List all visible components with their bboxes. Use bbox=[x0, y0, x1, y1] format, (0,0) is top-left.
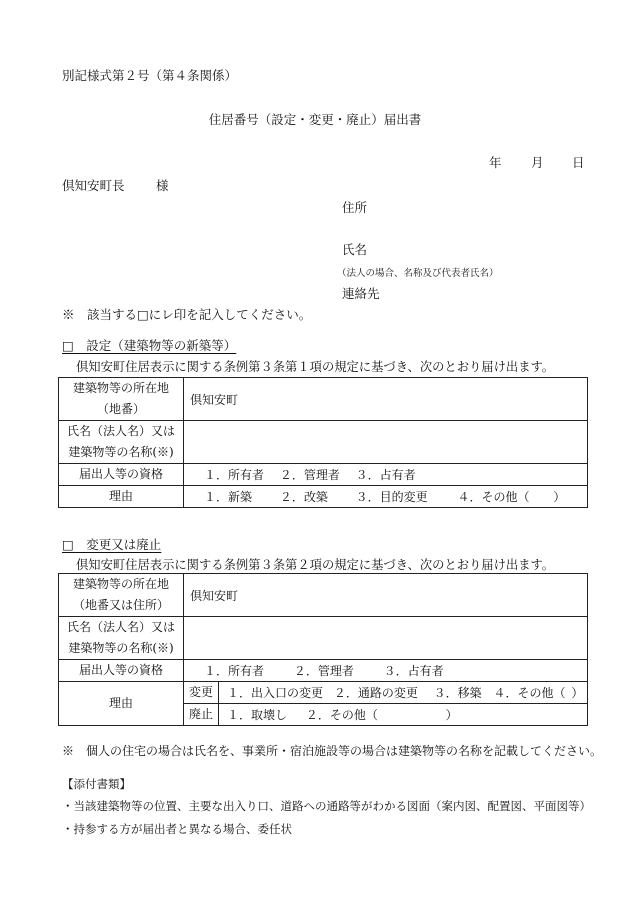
reason-option-new[interactable]: １．新築 bbox=[204, 490, 253, 504]
table-row bbox=[59, 378, 588, 421]
attachments-heading: 【添付書類】 bbox=[62, 777, 131, 791]
location-label-cell bbox=[59, 378, 184, 421]
location-value[interactable]: 倶知安町 bbox=[184, 574, 588, 617]
location-value[interactable]: 倶知安町 bbox=[184, 378, 588, 421]
location-label-line1: 建築物等の所在地 bbox=[72, 577, 169, 591]
date-day: 日 bbox=[572, 155, 585, 170]
name-label-cell bbox=[59, 617, 184, 660]
reason-label: 理由 bbox=[59, 486, 184, 508]
page-title: 住居番号（設定・変更・廃止）届出書 bbox=[208, 112, 422, 127]
name-note: （法人の場合、名称及び代表者氏名） bbox=[337, 268, 499, 279]
abolish-option-other[interactable]: ２．その他（ bbox=[305, 708, 378, 722]
table-row bbox=[59, 486, 588, 508]
date-year: 年 bbox=[489, 155, 502, 170]
change-label: 変更 bbox=[184, 682, 219, 704]
section1-statement: 倶知安町住居表示に関する条例第３条第１項の規定に基づき、次のとおり届け出ます。 bbox=[76, 360, 555, 374]
change-option-entrance[interactable]: １．出入口の変更 bbox=[227, 686, 324, 700]
qualification-option-manager[interactable]: ２．管理者 bbox=[279, 468, 340, 482]
location-label-cell bbox=[59, 574, 184, 617]
location-label-line2: （地番又は住所） bbox=[72, 598, 169, 612]
section2-statement: 倶知安町住居表示に関する条例第３条第２項の規定に基づき、次のとおり届け出ます。 bbox=[76, 558, 555, 572]
qualification-option-owner[interactable]: １．所有者 bbox=[204, 468, 265, 482]
reason-option-rebuild[interactable]: ２．改築 bbox=[279, 490, 328, 504]
reason-options[interactable] bbox=[184, 486, 588, 508]
form-id: 別記様式第２号（第４条関係） bbox=[62, 68, 238, 83]
name-value[interactable] bbox=[184, 421, 588, 464]
change-options[interactable] bbox=[219, 682, 588, 704]
section1-heading: □ 設定（建築物等の新築等） bbox=[62, 338, 237, 353]
addressee-name: 倶知安町長 bbox=[62, 178, 125, 193]
section2-table bbox=[58, 573, 588, 726]
location-label-line1: 建築物等の所在地 bbox=[72, 381, 169, 395]
reason-option-purpose-change[interactable]: ３．目的変更 bbox=[355, 490, 428, 504]
qualification-option-occupant[interactable]: ３．占有者 bbox=[383, 664, 444, 678]
table-row bbox=[59, 660, 588, 682]
footnote: ※ 個人の住宅の場合は氏名を、事業所・宿泊施設等の場合は建築物等の名称を記載してください。 bbox=[62, 744, 603, 758]
table-row bbox=[59, 617, 588, 660]
change-option-passage[interactable]: ２．通路の変更 bbox=[333, 686, 418, 700]
change-option-other[interactable]: ４．その他（ bbox=[493, 686, 566, 700]
section1-table bbox=[58, 377, 588, 508]
name-label-cell bbox=[59, 421, 184, 464]
name-label-line1: 氏名（法人名）又は bbox=[66, 620, 175, 634]
abolish-option-demolish[interactable]: １．取壊し bbox=[227, 708, 288, 722]
qualification-label: 届出人等の資格 bbox=[59, 464, 184, 486]
address-label: 住所 bbox=[342, 200, 368, 215]
addressee-honorific: 様 bbox=[156, 178, 169, 193]
table-row bbox=[59, 574, 588, 617]
location-label-line2: （地番） bbox=[96, 402, 145, 416]
abolish-option-other-close: ） bbox=[445, 708, 458, 722]
abolish-options[interactable] bbox=[219, 704, 588, 726]
reason-option-other-close: ） bbox=[553, 490, 566, 504]
qualification-options[interactable] bbox=[184, 464, 588, 486]
change-option-relocation[interactable]: ３．移築 bbox=[433, 686, 482, 700]
name-label: 氏名 bbox=[342, 242, 368, 257]
name-label-line1: 氏名（法人名）又は bbox=[66, 424, 175, 438]
change-option-other-close: ） bbox=[571, 686, 584, 700]
name-label-line2: 建築物等の名称(※) bbox=[68, 445, 174, 459]
abolish-label: 廃止 bbox=[184, 704, 219, 726]
qualification-option-manager[interactable]: ２．管理者 bbox=[293, 664, 354, 678]
qualification-option-occupant[interactable]: ３．占有者 bbox=[355, 468, 416, 482]
qualification-options[interactable] bbox=[184, 660, 588, 682]
name-label-line2: 建築物等の名称(※) bbox=[68, 641, 174, 655]
section2-heading: □ 変更又は廃止 bbox=[62, 537, 162, 552]
contact-label: 連絡先 bbox=[342, 286, 380, 301]
reason-label: 理由 bbox=[59, 682, 184, 726]
reason-option-other[interactable]: ４．その他（ bbox=[457, 490, 530, 504]
table-row bbox=[59, 421, 588, 464]
qualification-option-owner[interactable]: １．所有者 bbox=[204, 664, 265, 678]
qualification-label: 届出人等の資格 bbox=[59, 660, 184, 682]
attachment-item: ・当該建築物等の位置、主要な出入り口、道路への通路等がわかる図面（案内図、配置図、平面図等） bbox=[62, 799, 591, 813]
date-month: 月 bbox=[531, 155, 544, 170]
instruction-text: ※ 該当する□にレ印を記入してください。 bbox=[62, 307, 312, 322]
table-row bbox=[59, 464, 588, 486]
attachment-item: ・持参する方が届出者と異なる場合、委任状 bbox=[62, 822, 292, 836]
name-value[interactable] bbox=[184, 617, 588, 660]
table-row bbox=[59, 682, 588, 704]
